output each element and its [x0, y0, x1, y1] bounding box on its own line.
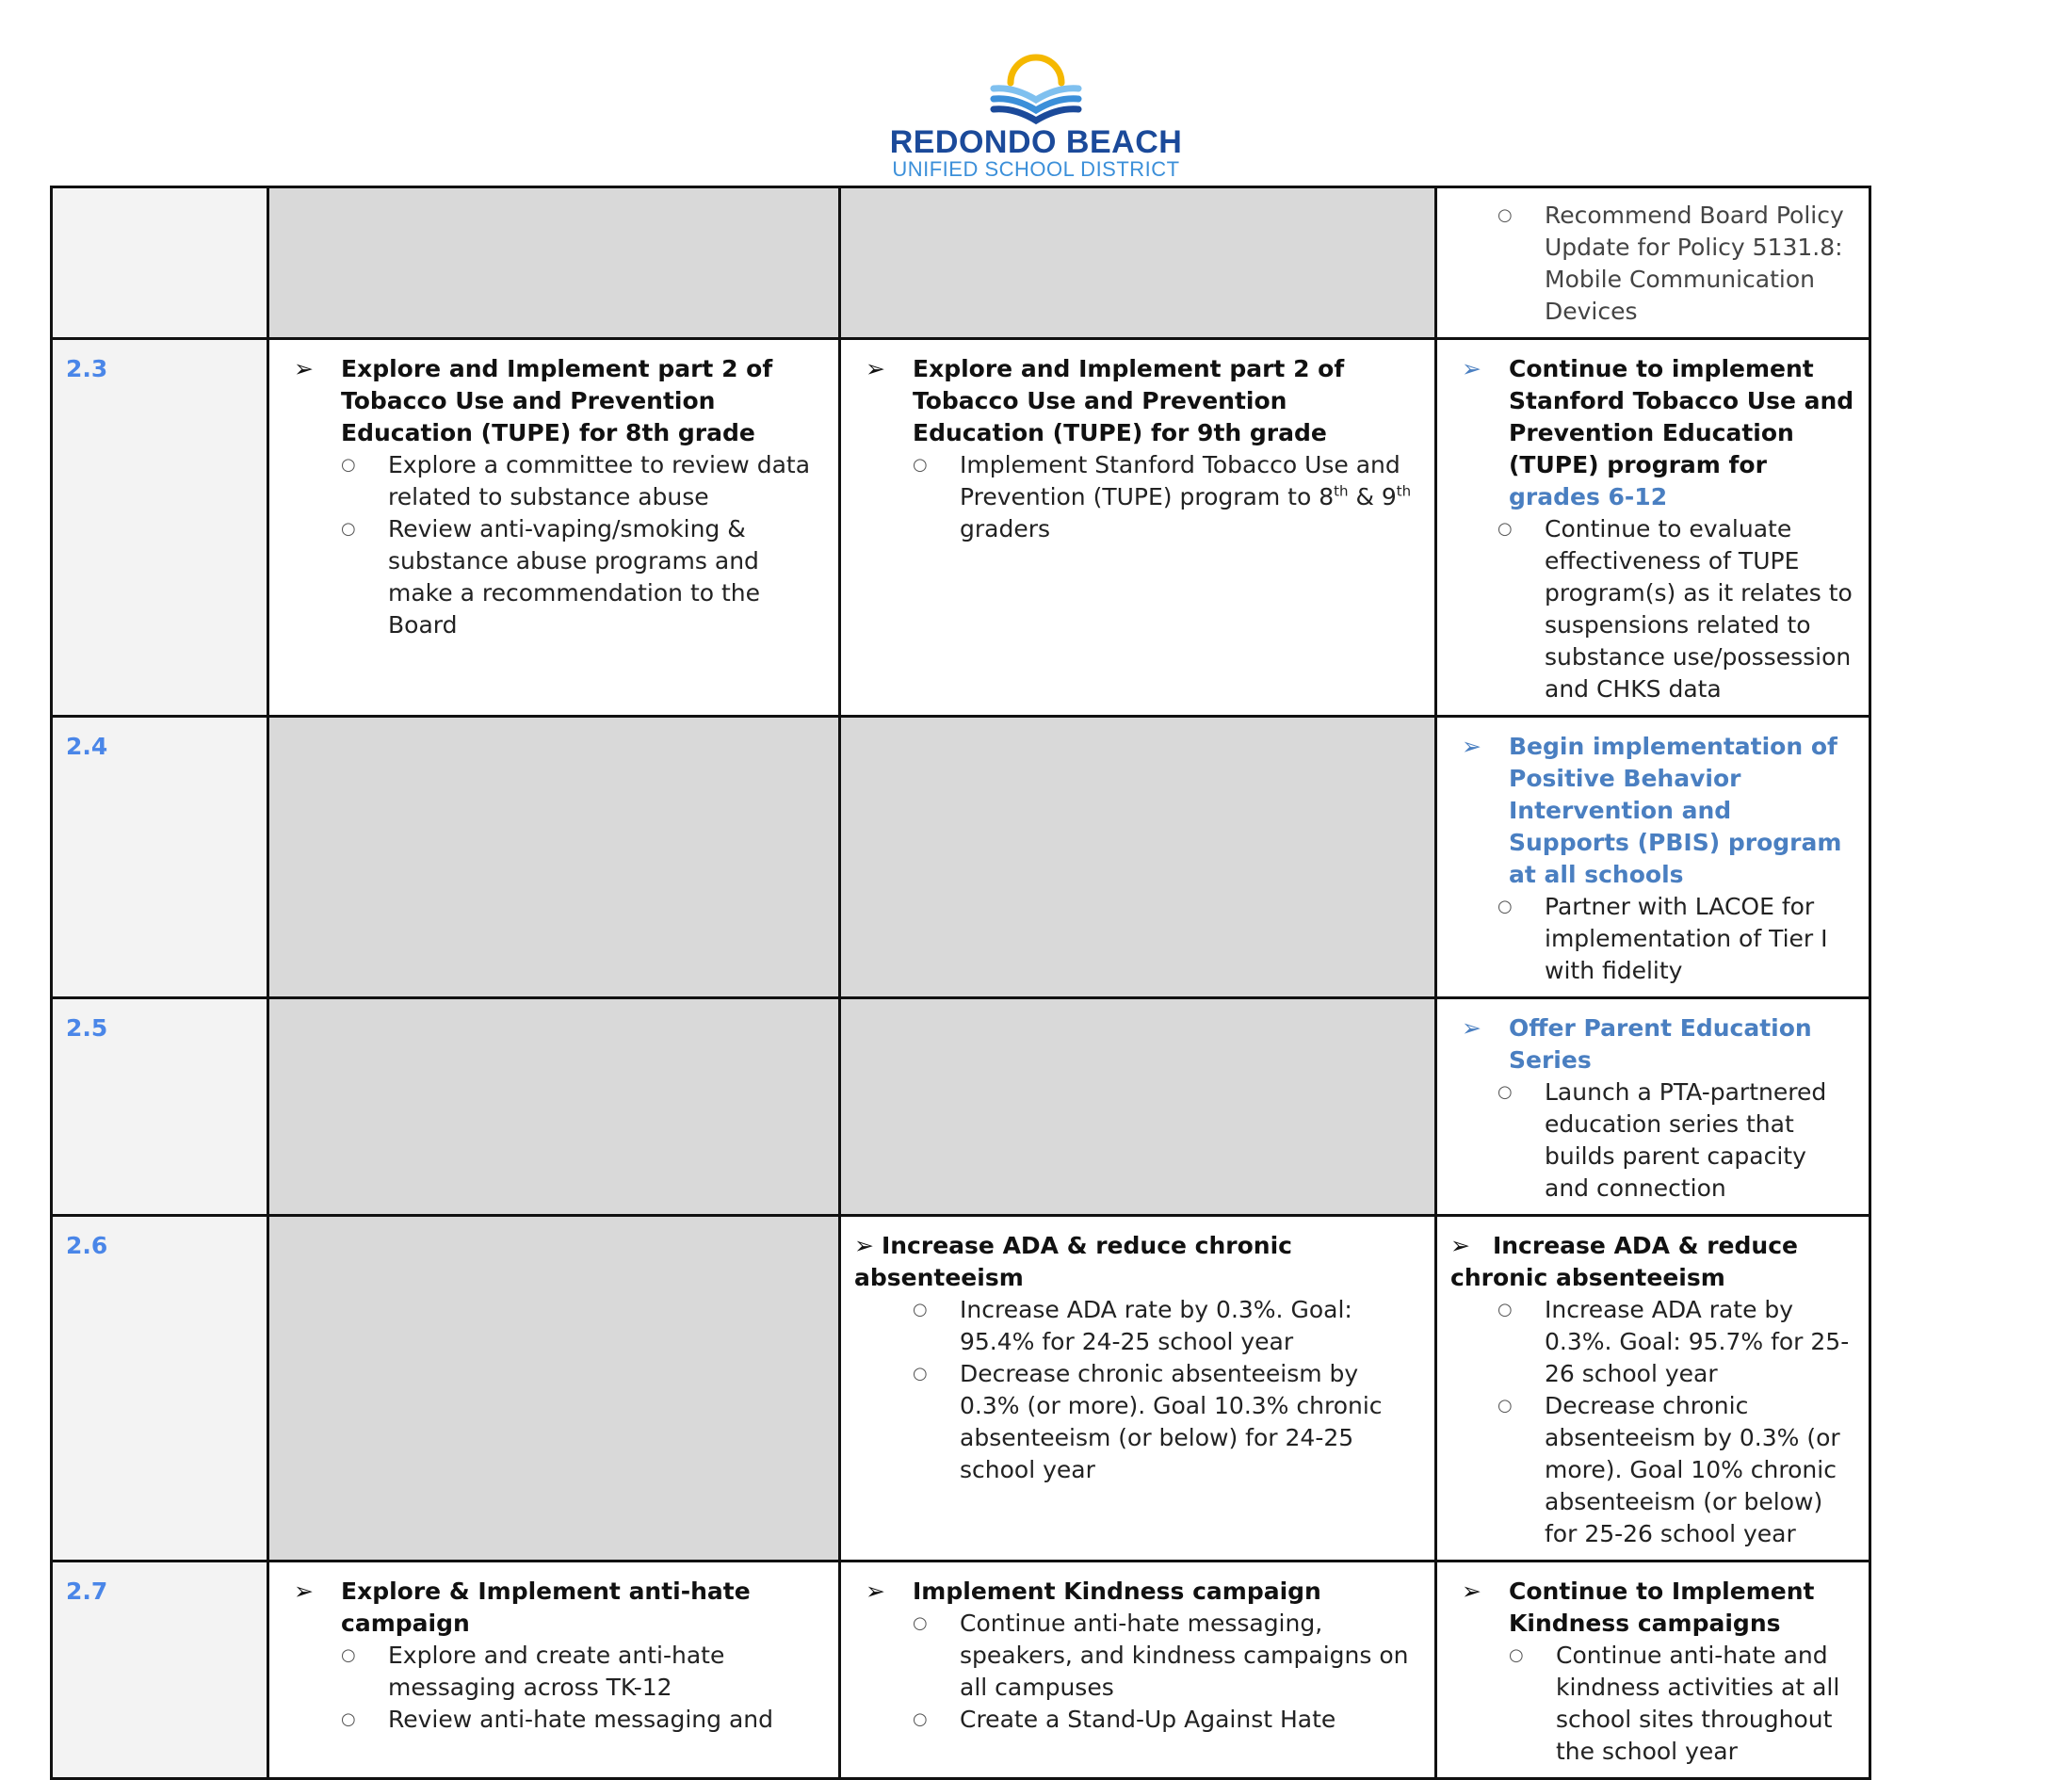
circle-bullet-icon: ○	[1497, 1396, 1513, 1416]
sub-bullet: ○ Continue to evaluate effectiveness of TUPE program(s) as it relates to suspensions related to substance use/possession and CHKS data	[1450, 513, 1855, 705]
sub-bullet: ○ Increase ADA rate by 0.3%. Goal: 95.7% for 25-26 school year	[1450, 1294, 1855, 1390]
logo-title: REDONDO BEACH	[889, 124, 1183, 160]
arrow-heading: ➢ Explore and Implement part 2 of Tobacco Use and Prevention Education (TUPE) for 9th grade	[854, 353, 1421, 449]
table-row	[52, 717, 1870, 998]
circle-bullet-icon: ○	[913, 1613, 928, 1633]
circle-bullet-icon: ○	[913, 1300, 928, 1319]
cell-col3	[840, 1216, 1436, 1562]
cell-col2	[268, 1562, 840, 1779]
row-number-cell	[52, 187, 268, 339]
sub-bullet: ○ Continue anti-hate messaging, speakers, and kindness campaigns on all campuses	[854, 1608, 1421, 1704]
empty-cell	[840, 187, 1436, 339]
circle-bullet-icon: ○	[1497, 897, 1513, 916]
highlight-text: grades 6-12	[1509, 483, 1668, 510]
arrow-heading: ➢ Explore & Implement anti-hate campaign	[283, 1576, 825, 1640]
sub-bullet: ○ Increase ADA rate by 0.3%. Goal: 95.4% for 24-25 school year	[854, 1294, 1421, 1358]
empty-cell	[840, 717, 1436, 998]
cell-col4	[1436, 1216, 1870, 1562]
arrow-bullet-icon: ➢	[294, 1578, 314, 1605]
arrow-bullet-icon: ➢	[1462, 1578, 1481, 1605]
empty-cell	[268, 998, 840, 1216]
sun-book-icon	[984, 47, 1088, 124]
row-number: 2.6	[52, 1216, 268, 1562]
circle-bullet-icon: ○	[1497, 205, 1513, 225]
district-logo	[876, 47, 1196, 179]
cell-col3	[840, 339, 1436, 717]
circle-bullet-icon: ○	[1497, 1082, 1513, 1102]
cell-col4	[1436, 717, 1870, 998]
table-row	[52, 998, 1870, 1216]
arrow-bullet-icon: ➢	[866, 1578, 885, 1605]
sub-bullet: ○ Implement Stanford Tobacco Use and Prevention (TUPE) program to 8th & 9th graders	[854, 449, 1421, 545]
arrow-bullet-icon: ➢	[1462, 1014, 1481, 1042]
arrow-heading: ➢ Increase ADA & reduce chronic absenteeism	[854, 1232, 1292, 1291]
arrow-heading: ➢ Implement Kindness campaign	[854, 1576, 1421, 1608]
sub-bullet: ○ Decrease chronic absenteeism by 0.3% (or more). Goal 10% chronic absenteeism (or below) for 25-26 school year	[1450, 1390, 1855, 1550]
empty-cell	[268, 1216, 840, 1562]
sub-bullet: ○ Partner with LACOE for implementation of Tier I with fidelity	[1450, 891, 1855, 987]
cell-col4	[1436, 998, 1870, 1216]
circle-bullet-icon: ○	[341, 1645, 356, 1665]
circle-bullet-icon: ○	[1497, 1300, 1513, 1319]
arrow-bullet-icon: ➢	[1462, 355, 1481, 382]
arrow-heading: ➢ Continue to Implement Kindness campaigns	[1450, 1576, 1855, 1640]
circle-bullet-icon: ○	[913, 1364, 928, 1384]
sub-bullet: ○ Review anti-hate messaging and	[283, 1704, 825, 1736]
table-row	[52, 1216, 1870, 1562]
circle-bullet-icon: ○	[1497, 519, 1513, 539]
sub-bullet: ○ Launch a PTA-partnered education series that builds parent capacity and connection	[1450, 1076, 1855, 1205]
sub-bullet: ○ Review anti-vaping/smoking & substance abuse programs and make a recommendation to the Board	[283, 513, 825, 641]
circle-bullet-icon: ○	[341, 455, 356, 475]
circle-bullet-icon: ○	[341, 519, 356, 539]
goals-table	[50, 186, 1871, 1780]
sub-bullet: ○ Create a Stand-Up Against Hate	[854, 1704, 1421, 1736]
row-number: 2.5	[52, 998, 268, 1216]
table-row	[52, 187, 1870, 339]
arrow-bullet-icon: ➢	[1450, 1232, 1470, 1259]
table-row	[52, 1562, 1870, 1779]
sub-bullet: ○ Recommend Board Policy Update for Policy 5131.8: Mobile Communication Devices	[1450, 200, 1855, 328]
logo-subtitle: UNIFIED SCHOOL DISTRICT	[892, 157, 1180, 181]
arrow-bullet-icon: ➢	[294, 355, 314, 382]
row-number: 2.7	[52, 1562, 268, 1779]
arrow-bullet-icon: ➢	[854, 1232, 874, 1259]
cell-col4	[1436, 1562, 1870, 1779]
circle-bullet-icon: ○	[913, 455, 928, 475]
circle-bullet-icon: ○	[341, 1709, 356, 1729]
arrow-bullet-icon: ➢	[866, 355, 885, 382]
circle-bullet-icon: ○	[1509, 1645, 1524, 1665]
arrow-bullet-icon: ➢	[1462, 733, 1481, 760]
cell-col2	[268, 339, 840, 717]
arrow-heading: ➢ Explore and Implement part 2 of Tobacco Use and Prevention Education (TUPE) for 8th grade	[283, 353, 825, 449]
sub-bullet: ○ Decrease chronic absenteeism by 0.3% (or more). Goal 10.3% chronic absenteeism (or below) for 24-25 school year	[854, 1358, 1421, 1486]
arrow-heading: ➢ Increase ADA & reduce chronic absenteeism	[1450, 1232, 1798, 1291]
table-row	[52, 339, 1870, 717]
cell-col4	[1436, 187, 1870, 339]
cell-col4	[1436, 339, 1870, 717]
empty-cell	[268, 187, 840, 339]
cell-col3	[840, 1562, 1436, 1779]
row-number: 2.4	[52, 717, 268, 998]
row-number: 2.3	[52, 339, 268, 717]
sub-bullet: ○ Explore and create anti-hate messaging across TK-12	[283, 1640, 825, 1704]
arrow-heading: ➢ Begin implementation of Positive Behavior Intervention and Supports (PBIS) program at all schools	[1450, 731, 1855, 891]
arrow-heading: ➢ Offer Parent Education Series	[1450, 1012, 1855, 1076]
circle-bullet-icon: ○	[913, 1709, 928, 1729]
arrow-heading: ➢ Continue to implement Stanford Tobacco Use and Prevention Education (TUPE) program for grades 6-12	[1450, 353, 1855, 513]
sub-bullet: ○ Continue anti-hate and kindness activities at all school sites throughout the school year	[1450, 1640, 1855, 1768]
empty-cell	[268, 717, 840, 998]
empty-cell	[840, 998, 1436, 1216]
sub-bullet: ○ Explore a committee to review data related to substance abuse	[283, 449, 825, 513]
